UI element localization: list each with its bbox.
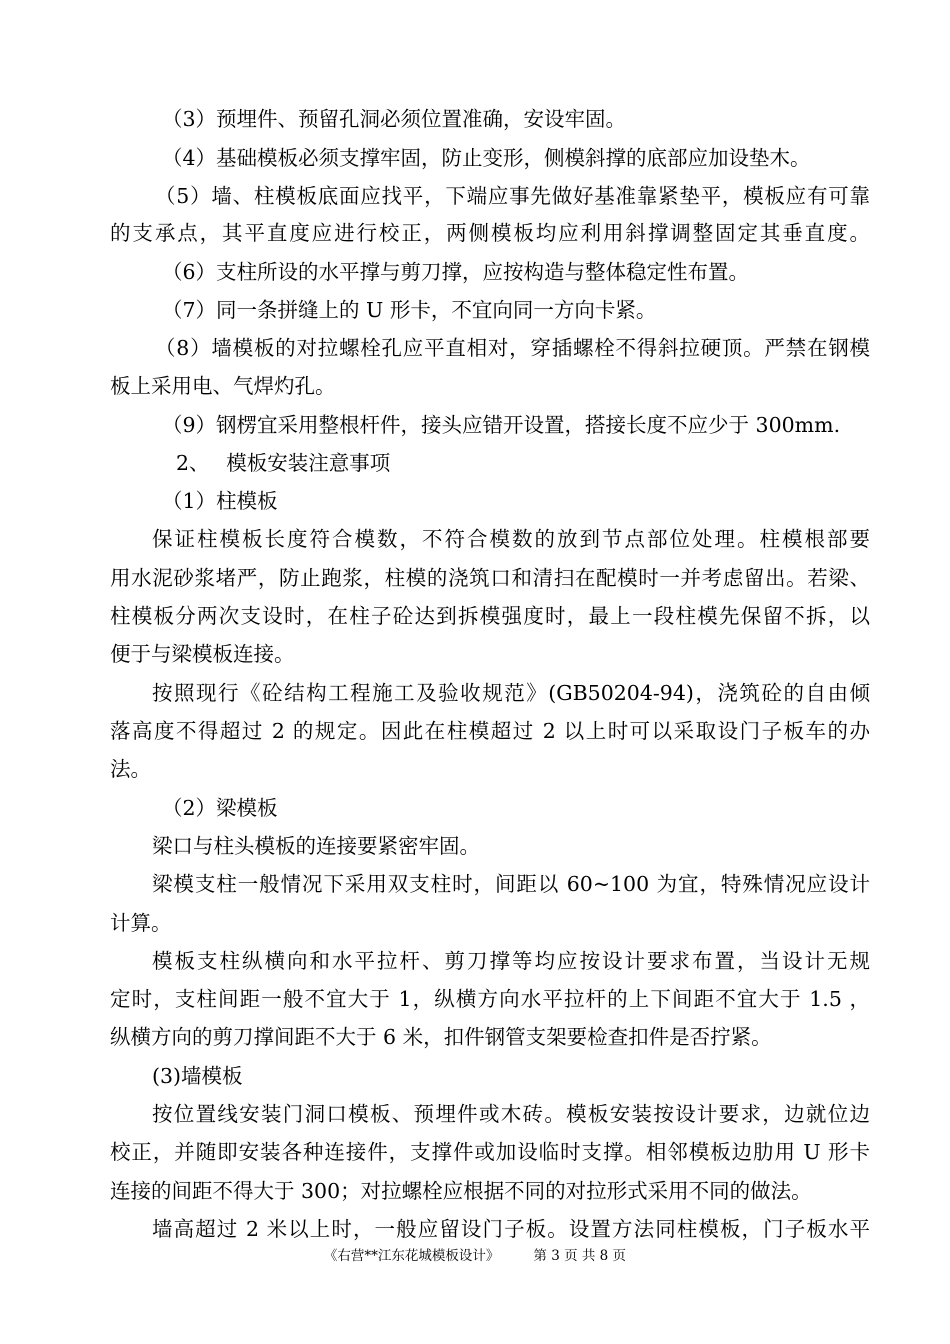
- paragraph-line: （8）墙模板的对拉螺栓孔应平直相对，穿插螺栓不得斜拉硬顶。严禁在钢模: [155, 336, 870, 360]
- paragraph-line: 连接的间距不得大于 300；对拉螺栓应根据不同的对拉形式采用不同的做法。: [110, 1179, 812, 1203]
- paragraph-line: 便于与梁模板连接。: [110, 642, 295, 666]
- paragraph-line: 保证柱模板长度符合模数，不符合模数的放到节点部位处理。柱模根部要: [152, 527, 870, 551]
- paragraph-line: 板上采用电、气焊灼孔。: [110, 374, 336, 398]
- paragraph-line: 用水泥砂浆堵严，防止跑浆，柱模的浇筑口和清扫在配模时一并考虑留出。若梁、: [110, 566, 870, 590]
- paragraph-line: 按位置线安装门洞口模板、预埋件或木砖。模板安装按设计要求，边就位边: [152, 1102, 870, 1126]
- paragraph-line: 模板支柱纵横向和水平拉杆、剪刀撑等均应按设计要求布置，当设计无规: [152, 949, 870, 973]
- page-footer: [0, 1246, 950, 1266]
- footer-page-number: 第 3 页 共 8 页: [533, 1248, 627, 1264]
- paragraph-line: 的支承点，其平直度应进行校正，两侧模板均应利用斜撑调整固定其垂直度。: [110, 221, 870, 245]
- paragraph-line: （7）同一条拼缝上的 U 形卡，不宜向同一方向卡紧。: [162, 298, 657, 322]
- paragraph-line: 纵横方向的剪刀撑间距不大于 6 米，扣件钢管支架要检查扣件是否拧紧。: [110, 1025, 772, 1049]
- paragraph-line: 梁口与柱头模板的连接要紧密牢固。: [152, 834, 480, 858]
- section-heading: 2、 模板安装注意事项: [176, 451, 391, 475]
- paragraph-line: 梁模支柱一般情况下采用双支柱时，间距以 60~100 为宜，特殊情况应设计: [152, 872, 870, 896]
- paragraph-line: 法。: [110, 757, 151, 781]
- subsection-heading: （2）梁模板: [162, 796, 278, 820]
- paragraph-line: （3）预埋件、预留孔洞必须位置准确，安设牢固。: [162, 107, 627, 131]
- subsection-heading: （1）柱模板: [162, 489, 278, 513]
- paragraph-line: （6）支柱所设的水平撑与剪刀撑，应按构造与整体稳定性布置。: [162, 260, 750, 284]
- paragraph-line: 校正，并随即安装各种连接件，支撑件或加设临时支撑。相邻模板边肋用 U 形卡: [110, 1140, 870, 1164]
- paragraph-line: 定时，支柱间距一般不宜大于 1，纵横方向水平拉杆的上下间距不宜大于 1.5 ，: [110, 987, 870, 1011]
- paragraph-line: （4）基础模板必须支撑牢固，防止变形，侧模斜撑的底部应加设垫木。: [162, 146, 811, 170]
- subsection-heading: (3)墙模板: [152, 1064, 243, 1088]
- paragraph-line: 落高度不得超过 2 的规定。因此在柱模超过 2 以上时可以采取设门子板车的办: [110, 719, 870, 743]
- paragraph-line: 按照现行《砼结构工程施工及验收规范》(GB50204-94)，浇筑砼的自由倾: [152, 681, 870, 705]
- paragraph-line: 计算。: [110, 911, 172, 935]
- paragraph-line: 柱模板分两次支设时，在柱子砼达到拆模强度时，最上一段柱模先保留不拆，以: [110, 604, 870, 628]
- paragraph-line: （9）钢楞宜采用整根杆件，接头应错开设置，搭接长度不应少于 300mm.: [162, 413, 841, 437]
- paragraph-line: （5）墙、柱模板底面应找平，下端应事先做好基准靠紧垫平，模板应有可靠: [155, 184, 870, 208]
- footer-doc-title: 《右营**江东花城模板设计》: [323, 1248, 500, 1264]
- paragraph-line: 墙高超过 2 米以上时，一般应留设门子板。设置方法同柱模板，门子板水平: [152, 1217, 870, 1241]
